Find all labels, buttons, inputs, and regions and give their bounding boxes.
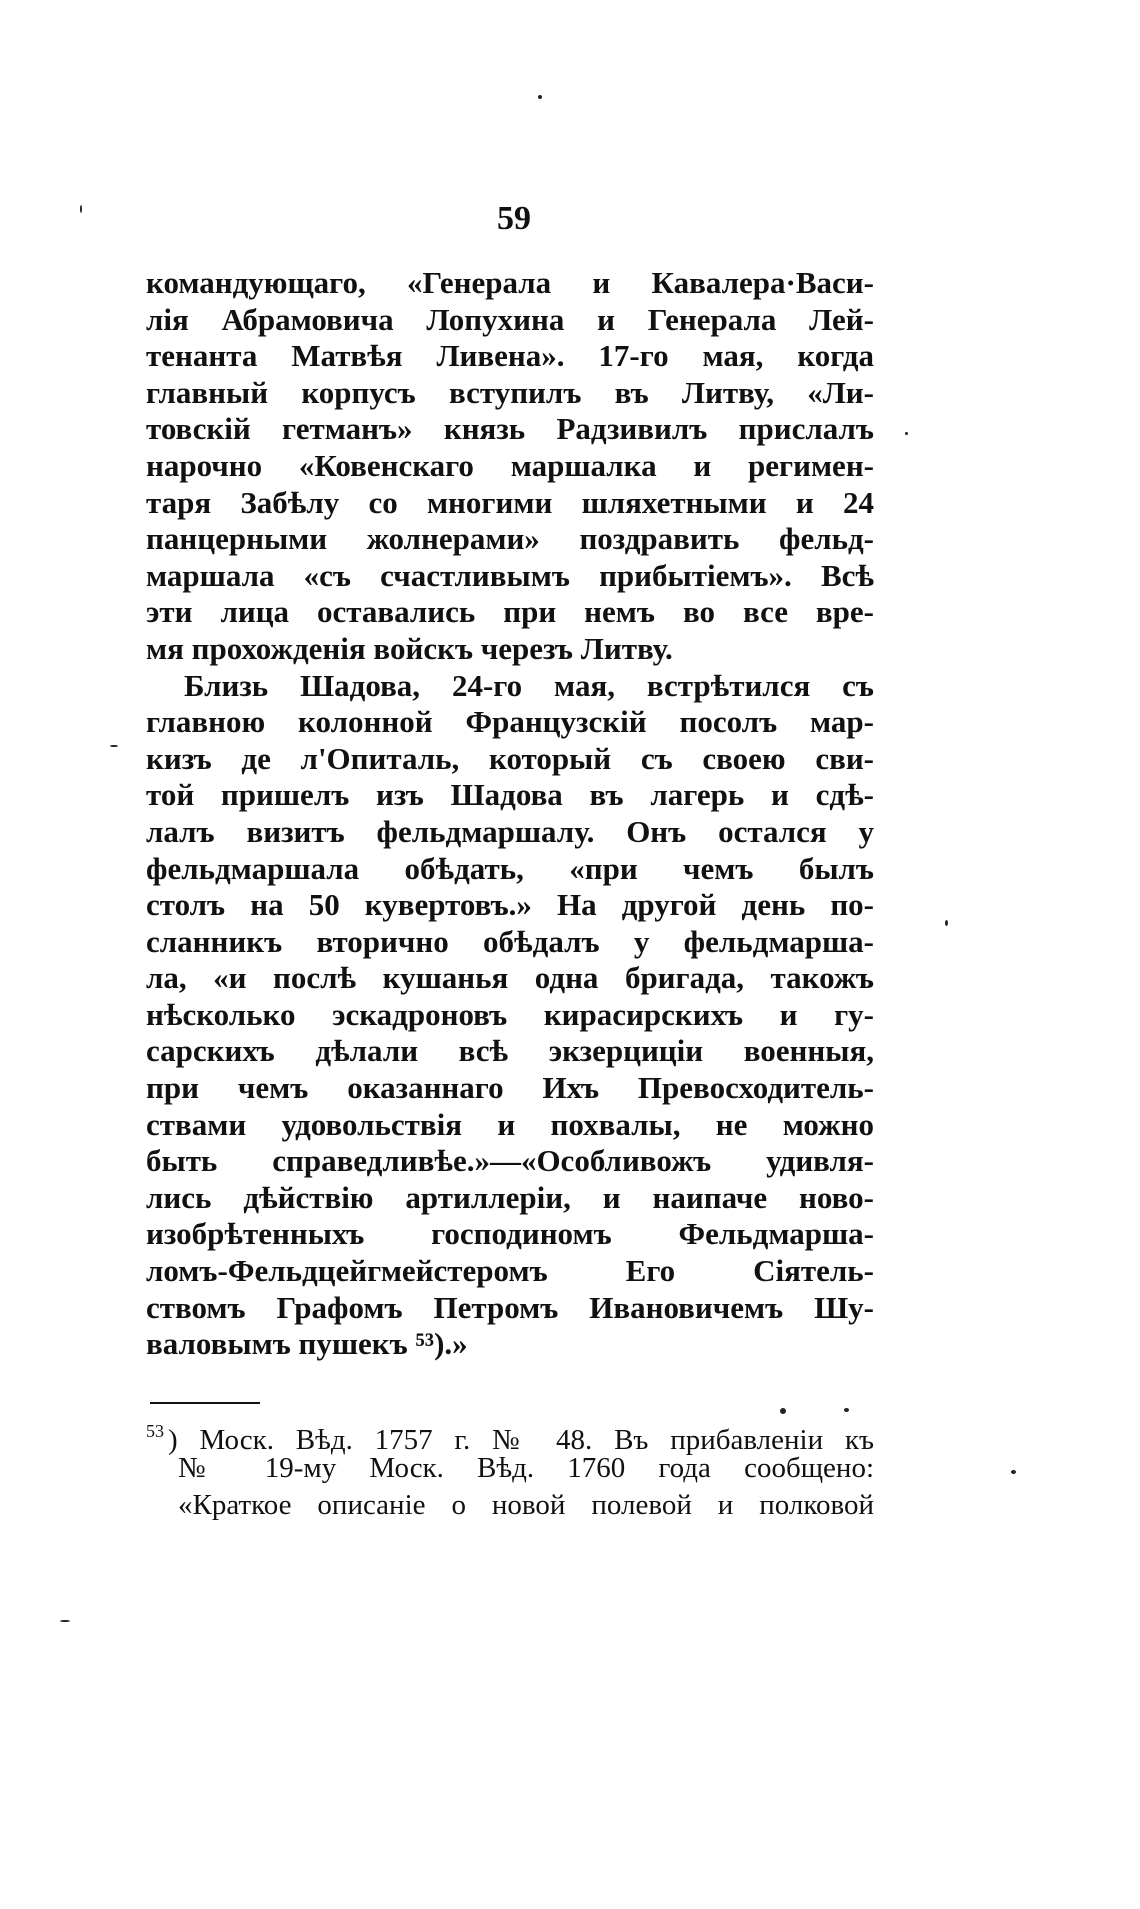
text-line: ствами удовольствія и похвалы, не можно xyxy=(146,1106,874,1142)
footnote xyxy=(146,1413,874,1524)
footnote-line: «Краткое описаніе о новой полевой и полковой xyxy=(178,1489,874,1521)
text-line: лія Абрамовича Лопухина и Генерала Лей- xyxy=(146,301,874,337)
footnote-marker: 53 xyxy=(146,1421,164,1441)
text-line: валовымъ пушекъ ⁵³).» xyxy=(146,1326,468,1362)
text-line: сланникъ вторично обѣдалъ у фельдмарша- xyxy=(146,923,874,959)
scan-speck xyxy=(80,205,82,213)
text-line: главною колонной Французскій посолъ мар- xyxy=(146,704,874,740)
scan-speck xyxy=(538,95,542,99)
footnote-rule xyxy=(150,1402,260,1404)
text-line: столъ на 50 кувертовъ.» На другой день по- xyxy=(146,887,874,923)
scan-speck xyxy=(945,920,948,926)
text-line: Близь Шадова, 24-го мая, встрѣтился съ xyxy=(184,667,874,703)
main-text xyxy=(146,265,874,1363)
text-line: быть справедливѣе.»—«Особливожъ удивля- xyxy=(146,1143,874,1179)
scan-speck xyxy=(60,1620,70,1622)
text-line: нѣсколько эскадроновъ кирасирскихъ и гу- xyxy=(146,996,874,1032)
text-line: фельдмаршала обѣдать, «при чемъ былъ xyxy=(146,850,874,886)
footnote-line: № 19-му Моск. Вѣд. 1760 года сообщено: xyxy=(178,1452,874,1484)
text-line: нарочно «Ковенскаго маршалка и регимен- xyxy=(146,447,874,483)
text-line: ломъ-Фельдцейгмейстеромъ Его Сіятель- xyxy=(146,1253,874,1289)
scan-speck xyxy=(905,432,908,435)
text-line: той пришелъ изъ Шадова въ лагерь и сдѣ- xyxy=(146,777,874,813)
footnote-text: ) Моск. Вѣд. 1757 г. № 48. Въ прибавленіи къ xyxy=(168,1424,874,1456)
text-line: товскій гетманъ» князь Радзивилъ прислалъ xyxy=(146,411,874,447)
footnote-line xyxy=(146,1413,874,1456)
text-line: эти лица оставались при немъ во все вре- xyxy=(146,594,874,630)
text-line: ла, «и послѣ кушанья одна бригада, такожъ xyxy=(146,960,874,996)
text-line: изобрѣтенныхъ господиномъ Фельдмаршa- xyxy=(146,1216,874,1252)
scan-speck xyxy=(844,1408,849,1412)
scan-speck xyxy=(780,1408,786,1414)
text-line: при чемъ оказаннаго Ихъ Превосходитель- xyxy=(146,1070,874,1106)
text-line: тенанта Матвѣя Ливена». 17-го мая, когда xyxy=(146,338,874,374)
page-number: 59 xyxy=(497,200,531,237)
text-line: мя прохожденія войскъ черезъ Литву. xyxy=(146,630,673,666)
text-line: сарскихъ дѣлали всѣ экзерциціи военныя, xyxy=(146,1033,874,1069)
text-line: панцерными жолнерами» поздравить фельд- xyxy=(146,521,874,557)
text-line: таря Забѣлу со многими шляхетными и 24 xyxy=(146,484,874,520)
text-line: главный корпусъ вступилъ въ Литву, «Ли- xyxy=(146,374,874,410)
text-line: ствомъ Графомъ Петромъ Ивановичемъ Шу- xyxy=(146,1289,874,1325)
scan-speck xyxy=(1011,1470,1016,1474)
text-line: лалъ визитъ фельдмаршалу. Онъ остался у xyxy=(146,813,874,849)
text-line: маршала «съ счастливымъ прибытіемъ». Всѣ xyxy=(146,557,874,593)
text-line: командующаго, «Генерала и Кавалера·Васи- xyxy=(146,265,874,300)
text-line: кизъ де л'Опиталь, который съ своею сви- xyxy=(146,740,874,776)
scan-speck xyxy=(110,745,118,747)
text-line: лись дѣйствію артиллеріи, и наипаче ново- xyxy=(146,1179,874,1215)
